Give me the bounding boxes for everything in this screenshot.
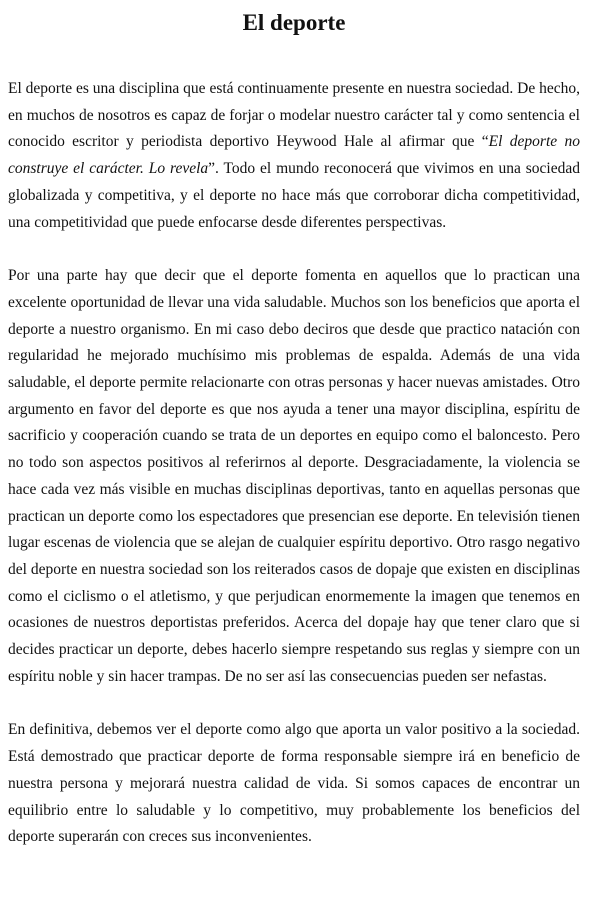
paragraph-body: Por una parte hay que decir que el deporte fomenta en aquellos que lo practican una excelente oportunidad de llevar una vida saludable. Muchos son los beneficios que aporta el deporte a nuestro organismo. En mi caso debo deciros que desde que practico natación con regularidad he mejorado muchísimo mis problemas de espalda. Además de una vida saludable, el deporte permite relacionarte con otras personas y hacer nuevas amistades. Otro argumento en favor del deporte es que nos ayuda a tener una mayor disciplina, espíritu de sacrificio y cooperación cuando se trata de un deportes en equipo como el baloncesto. Pero no todo son aspectos positivos al referirnos al deporte. Desgraciadamente, la violencia se hace cada vez más visible en muchas disciplinas deportivas, tanto en aquellas personas que practican un deporte como los espectadores que presencian ese deporte. En televisión tienen lugar escenas de violencia que se alejan de cualquier espíritu deportivo. Otro rasgo negativo del deporte en nuestra sociedad son los reiterados casos de dopaje que existen en disciplinas como el ciclismo o el atletismo, y que perjudican enormemente la imagen que tenemos en ocasiones de nuestros deportistas preferidos. Acerca del dopaje hay que tener claro que si decides practicar un deporte, debes hacerlo siempre respetando sus reglas y siempre con un espíritu noble y sin hacer trampas. De no ser así las consecuencias pueden ser nefastas. <box>8 267 580 685</box>
paragraph-intro-text: El deporte es una disciplina que está continuamente presente en nuestra sociedad. De hecho, en muchos de nosotros es capaz de forjar o modelar nuestro carácter tal y como sentencia el conocido escritor y periodista deportivo Heywood Hale al afirmar que “ <box>8 80 580 151</box>
paragraph-conclusion: En definitiva, debemos ver el deporte como algo que aporta un valor positivo a la sociedad. Está demostrado que practicar deporte de forma responsable siempre irá en beneficio de nuestra persona y mejorará nuestra calidad de vida. Si somos capaces de encontrar un equilibrio entre lo saludable y lo competitivo, muy probablemente los beneficios del deporte superarán con creces sus inconvenientes. <box>8 721 580 846</box>
paragraph-intro <box>8 76 580 236</box>
quote-text: El deporte no construye el carácter. Lo revela <box>8 133 580 178</box>
document-page <box>8 8 580 851</box>
document-title: El deporte <box>242 10 346 35</box>
paragraph-intro-continuation: ”. Todo el mundo reconocerá que vivimos en una sociedad globalizada y competitiva, y el deporte no hace más que corroborar dicha competitividad, una competitividad que puede enfocarse desde diferentes perspectivas. <box>8 160 580 231</box>
